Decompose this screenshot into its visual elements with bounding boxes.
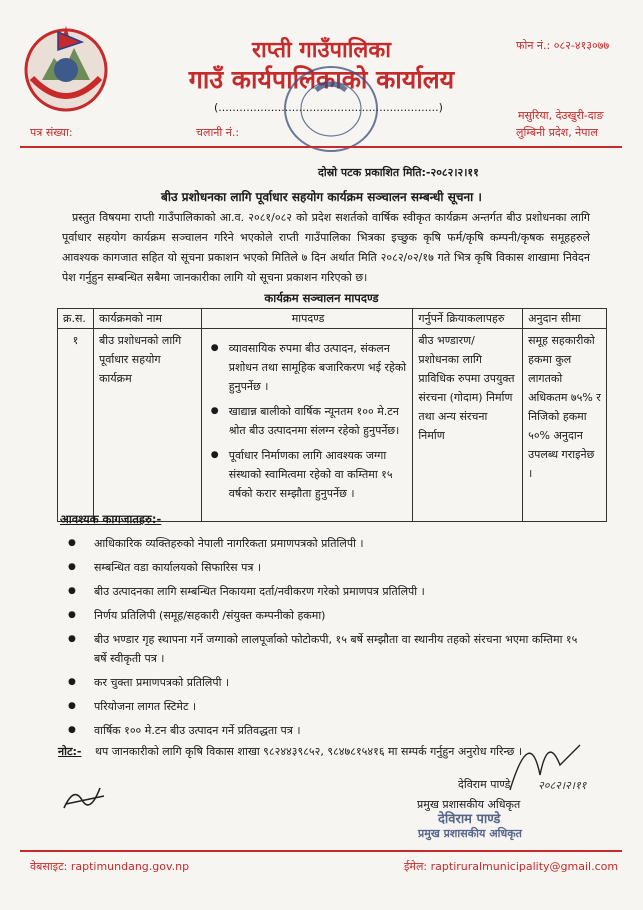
list-item: ● परियोजना लागत स्टिमेट । — [66, 697, 586, 716]
cell-criteria — [201, 329, 413, 522]
municipality-title: राप्ती गाउँपालिका — [252, 38, 391, 63]
signature-icon — [60, 778, 108, 814]
header-activities: गर्नुपर्ने क्रियाकलापहरु — [413, 309, 523, 329]
header-criteria: मापदण्ड — [201, 309, 413, 329]
list-item: ● सम्बन्धित वडा कार्यालयको सिफारिस पत्र । — [66, 558, 586, 577]
note-label: नोट:- — [58, 745, 82, 758]
list-item: ● कर चुक्ता प्रमाणपत्रको प्रतिलिपी । — [66, 673, 586, 692]
header-grant: अनुदान सीमा — [523, 309, 607, 329]
dotted-line: (...............................................................) — [214, 101, 443, 114]
header-divider — [20, 146, 622, 148]
phone-number: फोन नं.: ०८२-४१३०७७ — [516, 39, 610, 52]
email: ईमेल: raptiruralmunicipality@gmail.com — [404, 860, 619, 873]
notice-subject: बीउ प्रशोधनका लागि पूर्वाधार सहयोग कार्यक्रम सञ्चालन सम्बन्धी सूचना । — [161, 190, 482, 204]
list-item: ● निर्णय प्रतिलिपी (समूह/सहकारी /संयुक्त कम्पनीको हकमा) — [66, 606, 586, 625]
header-sn: क्र.स. — [58, 309, 94, 329]
handwritten-date: २०८२।२।११ — [538, 779, 587, 792]
header-program: कार्यक्रमको नाम — [93, 309, 201, 329]
signatory-name: देविराम पाण्डे — [458, 778, 511, 791]
list-item: ● बीउ भण्डार गृह स्थापना गर्ने जग्गाको लालपूर्जाको फोटोकपी, १५ बर्षे सम्झौता वा स्थानीय तहको संरचना भएमा कम्तिमा १५ बर्षे स्वीकृती पत्र । — [66, 630, 586, 668]
documents-list — [66, 534, 586, 745]
letter-number-label: पत्र संख्या: — [30, 126, 73, 139]
table-header-row — [58, 309, 607, 329]
signature-stamp-title: प्रमुख प्रशासकीय अधिकृत — [418, 827, 522, 840]
cell-program: बीउ प्रशोधनको लागि पूर्वाधार सहयोग कार्यक्रम — [93, 329, 201, 522]
office-title: गाउँ कार्यपालिकाको कार्यालय — [188, 65, 455, 94]
signatory-title: प्रमुख प्रशासकीय अधिकृत — [417, 798, 521, 811]
note — [58, 744, 522, 759]
table-title: कार्यक्रम सञ्चालन मापदण्ड — [264, 291, 379, 305]
list-item: ● बीउ उत्पादनका लागि सम्बन्धित निकायमा दर्ता/नवीकरण गरेको प्रमाणपत्र प्रतिलिपी । — [66, 582, 586, 601]
cell-grant: समूह सहकारीको हकमा कुल लागतको अधिकतम ७५% र निजिको हकमा ५०% अनुदान उपलब्ध गराइनेछ । — [523, 329, 607, 522]
list-item: ● वार्षिक १०० मे.टन बीउ उत्पादन गर्ने प्रतिवद्धता पत्र । — [66, 721, 586, 740]
dispatch-number-label: चलानी नं.: — [196, 126, 240, 139]
office-stamp-icon — [282, 64, 380, 154]
criteria-item: ● पूर्वाधार निर्माणका लागि आवश्यक जग्गा संस्थाको स्वामित्वमा रहेको वा कम्तिमा १५ वर्षको करार सम्झौता हुनुपर्नेछ । — [229, 446, 408, 503]
address-line2: लुम्बिनी प्रदेश, नेपाल — [516, 126, 598, 139]
footer-divider — [20, 850, 622, 852]
documents-title: आवश्यक कागजातहरु:- — [60, 512, 162, 526]
signature-stamp-name: देविराम पाण्डे — [438, 812, 501, 827]
cell-activities: बीउ भण्डारण/ प्रशोधनका लागि प्राविधिक रुपमा उपयुक्त संरचना (गोदाम) निर्माण तथा अन्य संरचना निर्माण — [413, 329, 523, 522]
criteria-item: ● खाद्यान्न बालीको वार्षिक न्यूनतम १०० मे.टन श्रोत बीउ उत्पादनमा संलग्न रहेको हुनुपर्नेछ। — [229, 402, 408, 440]
criteria-item: ● व्यावसायिक रुपमा बीउ उत्पादन, संकलन प्रशोधन तथा सामूहिक बजारिकरण भई रहेको हुनुपर्नेछ । — [229, 339, 408, 396]
publication-date: दोस्रो पटक प्रकाशित मिति:-२०८२।२।११ — [318, 166, 479, 179]
note-text: थप जानकारीको लागि कृषि विकास शाखा ९८२४४३९८५२, ९८४७८१५४१६ मा सम्पर्क गर्नुहुन अनुरोध गरिन्छ । — [94, 745, 523, 758]
website: वेबसाइट: raptimundang.gov.np — [30, 860, 190, 873]
criteria-table — [57, 308, 607, 522]
table-row — [58, 329, 607, 522]
cell-sn: १ — [58, 329, 94, 522]
address-line1: मसुरिया, देउखुरी-दाङ — [518, 109, 604, 122]
notice-body: प्रस्तुत विषयमा राप्ती गाउँपालिकाको आ.व. २०८१/०८२ को प्रदेश सशर्तको वार्षिक स्वीकृत कार्यक्रम अन्तर्गत बीउ प्रशोधनका लागि पूर्वाधार सहयोग कार्यक्रम सञ्चालन गरिने भएकोले राप्ती गाउँपालिका भित्रका इच्छुक कृषि फर्म/कृषि कम्पनी/कृषक समूहहरुले आवश्यक कागजात सहित यो सूचना प्रकाशन भएको मितिले ७ दिन अर्थात मिति २०८२/०२/१७ गते भित्र कृषि विकास शाखामा निवेदन पेश गर्नुहुन सम्बन्धित सबैमा जानकारीका लागि यो सूचना प्रकाशन गरिएको छ। — [62, 211, 590, 284]
list-item: ● आधिकारिक व्यक्तिहरुको नेपाली नागरिकता प्रमाणपत्रको प्रतिलिपी । — [66, 534, 586, 553]
